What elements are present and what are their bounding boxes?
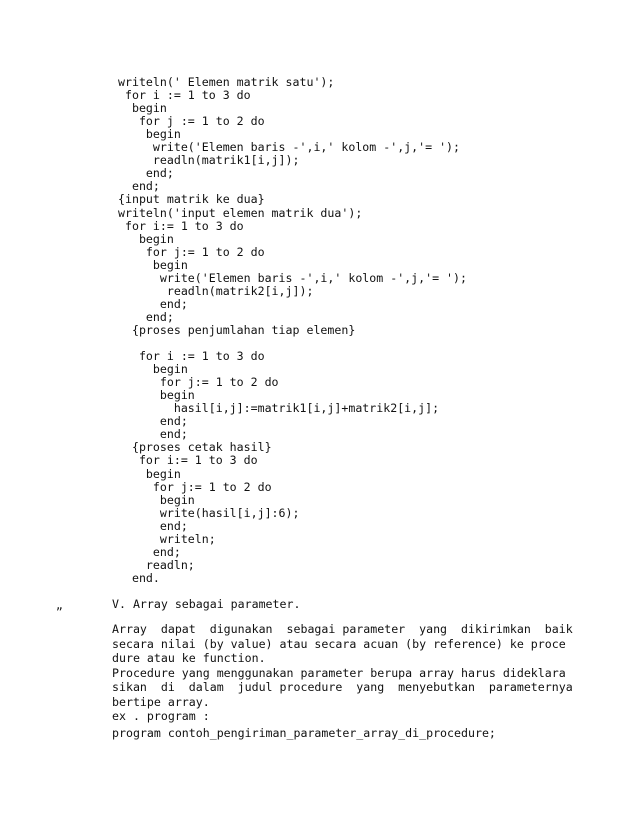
paragraph-line: Procedure yang menggunakan parameter berupa array harus dideklara <box>112 665 566 680</box>
code-line: readln(matrik2[i,j]); <box>118 283 314 298</box>
code-line: begin <box>118 362 188 377</box>
code-line: readln(matrik1[i,j]); <box>118 153 300 168</box>
code-line: begin <box>118 257 188 272</box>
code-line: end; <box>118 427 188 442</box>
code-line: {proses penjumlahan tiap elemen} <box>118 322 356 337</box>
code-line: write('Elemen baris -',i,' kolom -',j,'= '); <box>118 270 468 285</box>
paragraph-line: dure atau ke function. <box>112 651 266 665</box>
code-line: for j := 1 to 2 do <box>118 114 265 129</box>
code-line: readln; <box>118 557 195 572</box>
code-line: end; <box>118 518 188 533</box>
code-line: for j:= 1 to 2 do <box>118 375 279 390</box>
code-line: end; <box>118 179 160 194</box>
code-line: {input matrik ke dua} <box>118 192 265 207</box>
code-line: for i:= 1 to 3 do <box>118 453 258 468</box>
code-line: for j:= 1 to 2 do <box>118 479 272 494</box>
code-line: {proses cetak hasil} <box>118 440 272 455</box>
paragraph-line: bertipe array. <box>112 694 210 709</box>
code-line: hasil[i,j]:=matrik1[i,j]+matrik2[i,j]; <box>118 401 440 416</box>
code-line: end; <box>118 544 181 559</box>
code-line: end; <box>118 296 188 311</box>
code-line: write('Elemen baris -',i,' kolom -',j,'= '); <box>118 140 461 155</box>
code-line: begin <box>118 101 167 116</box>
code-line: begin <box>118 388 195 403</box>
code-line: for i := 1 to 3 do <box>118 349 265 364</box>
code-line: for i:= 1 to 3 do <box>118 218 244 233</box>
code-line: writeln; <box>118 531 216 546</box>
code-line: for j:= 1 to 2 do <box>118 244 265 259</box>
code-line: end; <box>118 166 174 181</box>
code-line: begin <box>118 492 195 507</box>
paragraph-line: ex . program : <box>112 709 210 723</box>
code-line: end; <box>118 414 188 429</box>
code-line: begin <box>118 127 181 142</box>
code-line: begin <box>118 466 181 481</box>
bullet-mark: „ <box>56 598 63 613</box>
section-heading: V. Array sebagai parameter. <box>112 597 301 611</box>
code-line: writeln(' Elemen matrik satu'); <box>118 75 335 89</box>
code-line: end. <box>118 570 160 585</box>
code-line: end; <box>118 309 174 324</box>
code-line: begin <box>118 231 174 246</box>
code-line: write(hasil[i,j]:6); <box>118 505 300 520</box>
code-line: for i := 1 to 3 do <box>118 88 251 103</box>
paragraph-line: sikan di dalam judul procedure yang menyebutkan parameternya <box>112 680 573 694</box>
program-line: program contoh_pengiriman_parameter_array_di_procedure; <box>112 726 496 740</box>
paragraph-line: Array dapat digunakan sebagai parameter yang dikirimkan baik <box>112 622 573 636</box>
code-line: writeln('input elemen matrik dua'); <box>118 205 363 220</box>
paragraph-line: secara nilai (by value) atau secara acuan (by reference) ke proce <box>112 636 566 651</box>
